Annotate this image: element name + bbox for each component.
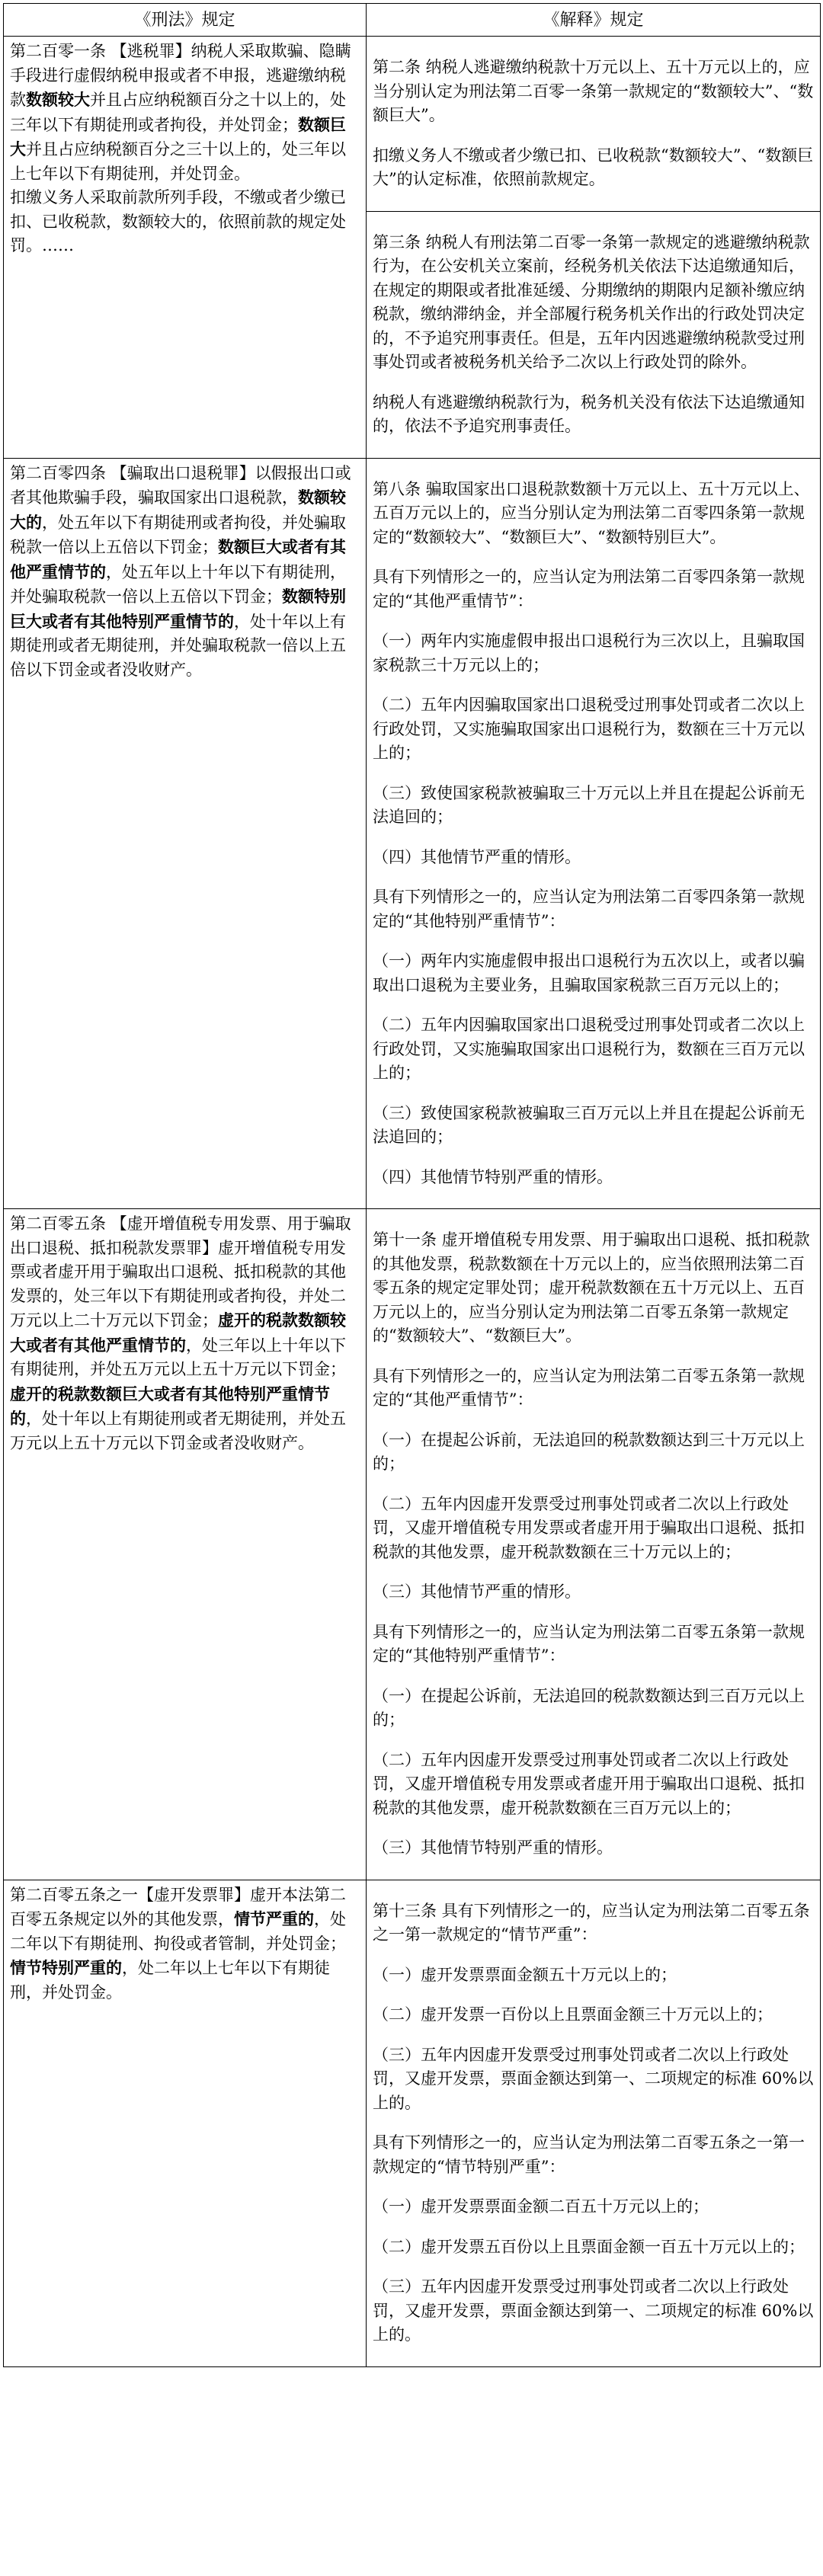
law-text: ，处二年以上七年以下有期徒刑，并处罚金。 — [10, 1959, 330, 2002]
table-row — [4, 1880, 821, 2366]
law-article-text — [10, 1212, 360, 1455]
law-emphasis: 数额巨大或者有其他严重情节的 — [10, 537, 346, 581]
interpretation-cell — [367, 458, 821, 1209]
interpretation-paragraph: （三）致使国家税款被骗取三十万元以上并且在提起公诉前无法追回的； — [373, 783, 805, 826]
interpretation-paragraph: 扣缴义务人不缴或者少缴已扣、已收税款“数额较大”、“数额巨大”的认定标准，依照前款规定。 — [373, 146, 814, 188]
interpretation-paragraph: （一）虚开发票票面金额二百五十万元以上的； — [373, 2197, 709, 2216]
interpretation-paragraph: 第三条 纳税人有刑法第二百零一条第一款规定的逃避缴纳税款行为，在公安机关立案前，经税务机关依法下达追缴通知后，在规定的期限或者批准延缓、分期缴纳的期限内足额补缴应纳税款，缴纳滞纳金，并全部履行税务机关作出的行政处罚决定的，不予追究刑事责任。但是，五年内因逃避缴纳税款受过刑事处罚或者被税务机关给予二次以上行政处罚的除外。 — [373, 232, 810, 371]
interpretation-paragraph: 具有下列情形之一的，应当认定为刑法第二百零四条第一款规定的“其他特别严重情节”： — [373, 888, 805, 930]
interpretation-paragraph: （三）致使国家税款被骗取三百万元以上并且在提起公诉前无法追回的； — [373, 1103, 805, 1146]
table-row — [4, 458, 821, 1209]
interpretation-cell — [367, 1880, 821, 2366]
law-text: 第二百零五条之一【虚开发票罪】虚开本法第二百零五条规定以外的其他发票， — [10, 1885, 346, 1928]
interpretation-paragraph: （二）五年内因骗取国家出口退税受过刑事处罚或者二次以上行政处罚，又实施骗取国家出口退税行为，数额在三百万元以上的； — [373, 1016, 805, 1082]
table-row — [4, 1209, 821, 1880]
interpretation-cell — [367, 37, 821, 459]
interpretation-article — [367, 459, 820, 1209]
interpretation-paragraph: （一）两年内实施虚假申报出口退税行为三次以上，且骗取国家税款三十万元以上的； — [373, 632, 805, 674]
criminal-law-cell — [4, 458, 367, 1209]
interpretation-paragraph: （二）虚开发票一百份以上且票面金额三十万元以上的； — [373, 2005, 773, 2024]
header-criminal-law: 《刑法》规定 — [4, 4, 367, 37]
law-text: ，处三年以上十年以下有期徒刑，并处五万元以上五十万元以下罚金； — [10, 1336, 346, 1378]
law-emphasis: 数额特别巨大或者有其他特别严重情节的 — [10, 587, 346, 631]
interpretation-paragraph: （三）五年内因虚开发票受过刑事处罚或者二次以上行政处罚，又虚开发票，票面金额达到第一、二项规定的标准 60%以上的。 — [373, 2045, 814, 2112]
law-emphasis: 情节特别严重的 — [10, 1958, 122, 1977]
interpretation-paragraph: 具有下列情形之一的，应当认定为刑法第二百零五条第一款规定的“其他特别严重情节”： — [373, 1622, 805, 1665]
interpretation-paragraph: （二）五年内因骗取国家出口退税受过刑事处罚或者二次以上行政处罚，又实施骗取国家出口退税行为，数额在三十万元以上的； — [373, 696, 805, 762]
law-article-text — [10, 1883, 360, 2005]
law-text: 第二百零五条 【虚开增值税专用发票、用于骗取出口退税、抵扣税款发票罪】虚开增值税专用发票或者虚开用于骗取出口退税、抵扣税款的其他发票的，处三年以下有期徒刑或者拘役，并处二万元以上二十万元以下罚金； — [10, 1214, 351, 1330]
law-emphasis: 情节严重的 — [234, 1909, 314, 1928]
interpretation-paragraph: （四）其他情节特别严重的情形。 — [373, 1167, 613, 1186]
interpretation-article — [367, 212, 820, 458]
interpretation-cell — [367, 1209, 821, 1880]
law-text: 第二百零四条 【骗取出口退税罪】以假报出口或者其他欺骗手段，骗取国家出口退税款， — [10, 463, 351, 507]
interpretation-paragraph: 具有下列情形之一的，应当认定为刑法第二百零五条第一款规定的“其他严重情节”： — [373, 1366, 805, 1409]
interpretation-paragraph: 第十一条 虚开增值税专用发票、用于骗取出口退税、抵扣税款的其他发票，税款数额在十万元以上的，应当依照刑法第二百零五条的规定定罪处罚；虚开税款数额在五十万元以上、五百万元以上的，应当分别认定为刑法第二百零五条第一款规定的“数额较大”、“数额巨大”。 — [373, 1230, 810, 1345]
comparison-table — [3, 3, 821, 2367]
interpretation-paragraph: （三）其他情节严重的情形。 — [373, 1582, 581, 1601]
interpretation-paragraph: 纳税人有逃避缴纳税款行为，税务机关没有依法下达追缴通知的，依法不予追究刑事责任。 — [373, 392, 805, 435]
interpretation-paragraph: 第八条 骗取国家出口退税款数额十万元以上、五十万元以上、五百万元以上的，应当分别认定为刑法第二百零四条第一款规定的“数额较大”、“数额巨大”、“数额特别巨大”。 — [373, 479, 810, 546]
table-row — [4, 37, 821, 459]
law-article-text — [10, 40, 360, 186]
interpretation-paragraph: （一）两年内实施虚假申报出口退税行为五次以上，或者以骗取出口退税为主要业务，且骗取国家税款三百万元以上的； — [373, 952, 805, 994]
interpretation-paragraph: 第二条 纳税人逃避缴纳税款十万元以上、五十万元以上的，应当分别认定为刑法第二百零一条第一款规定的“数额较大”、“数额巨大”。 — [373, 58, 814, 124]
criminal-law-cell — [4, 1880, 367, 2366]
interpretation-paragraph: （二）五年内因虚开发票受过刑事处罚或者二次以上行政处罚，又虚开增值税专用发票或者虚开用于骗取出口退税、抵扣税款的其他发票，虚开税款数额在三百万元以上的； — [373, 1750, 805, 1817]
interpretation-paragraph: （一）在提起公诉前，无法追回的税款数额达到三十万元以上的； — [373, 1430, 805, 1473]
law-extra-paragraph: 扣缴义务人采取前款所列手段，不缴或者少缴已扣、已收税款，数额较大的，依照前款的规定处罚。…… — [10, 188, 346, 254]
law-emphasis: 虚开的税款数额巨大或者有其他特别严重情节的 — [10, 1384, 330, 1428]
law-article-text — [10, 462, 360, 683]
interpretation-paragraph: （三）五年内因虚开发票受过刑事处罚或者二次以上行政处罚，又虚开发票，票面金额达到第一、二项规定的标准 60%以上的。 — [373, 2277, 814, 2344]
interpretation-paragraph: 具有下列情形之一的，应当认定为刑法第二百零四条第一款规定的“其他严重情节”： — [373, 568, 805, 610]
law-text: 并且占应纳税额百分之三十以上的，处三年以上七年以下有期徒刑，并处罚金。 — [10, 140, 346, 183]
law-text: ，处十年以上有期徒刑或者无期徒刑，并处骗取税款一倍以上五倍以下罚金或者没收财产。 — [10, 612, 346, 679]
law-text: 第二百零一条 【逃税罪】纳税人采取欺骗、隐瞒手段进行虚假纳税申报或者不申报，逃避缴纳税款 — [10, 42, 351, 109]
table-header-row — [4, 4, 821, 37]
interpretation-paragraph: （二）五年内因虚开发票受过刑事处罚或者二次以上行政处罚，又虚开增值税专用发票或者虚开用于骗取出口退税、抵扣税款的其他发票，虚开税款数额在三十万元以上的； — [373, 1494, 805, 1561]
interpretation-paragraph: 具有下列情形之一的，应当认定为刑法第二百零五条之一第一款规定的“情节特别严重”： — [373, 2133, 805, 2176]
interpretation-paragraph: 第十三条 具有下列情形之一的，应当认定为刑法第二百零五条之一第一款规定的“情节严重”： — [373, 1901, 810, 1944]
law-text: ，处五年以上十年以下有期徒刑，并处骗取税款一倍以上五倍以下罚金； — [10, 562, 346, 606]
interpretation-article — [367, 1880, 820, 2366]
table-body — [4, 37, 821, 2367]
law-text: ，处五年以下有期徒刑或者拘役，并处骗取税款一倍以上五倍以下罚金； — [10, 513, 346, 556]
law-emphasis: 数额巨大 — [10, 114, 346, 158]
law-text: ，处二年以下有期徒刑、拘役或者管制，并处罚金； — [10, 1910, 346, 1953]
criminal-law-cell — [4, 1209, 367, 1880]
interpretation-paragraph: （一）在提起公诉前，无法追回的税款数额达到三百万元以上的； — [373, 1686, 805, 1729]
interpretation-paragraph: （四）其他情节严重的情形。 — [373, 847, 581, 866]
interpretation-article — [367, 37, 820, 212]
criminal-law-cell — [4, 37, 367, 459]
interpretation-paragraph: （三）其他情节特别严重的情形。 — [373, 1838, 613, 1857]
law-emphasis: 虚开的税款数额较大或者有其他严重情节的 — [10, 1310, 346, 1355]
interpretation-article — [367, 1209, 820, 1880]
header-interpretation: 《解释》规定 — [367, 4, 821, 37]
interpretation-paragraph: （二）虚开发票五百份以上且票面金额一百五十万元以上的； — [373, 2237, 805, 2256]
law-text: ，处十年以上有期徒刑或者无期徒刑，并处五万元以上五十万元以下罚金或者没收财产。 — [10, 1410, 346, 1452]
law-emphasis: 数额较大 — [26, 90, 90, 109]
law-text: 并且占应纳税额百分之十以上的，处三年以下有期徒刑或者拘役，并处罚金； — [10, 91, 346, 134]
interpretation-paragraph: （一）虚开发票票面金额五十万元以上的； — [373, 1965, 677, 1984]
law-emphasis: 数额较大的 — [10, 488, 346, 532]
